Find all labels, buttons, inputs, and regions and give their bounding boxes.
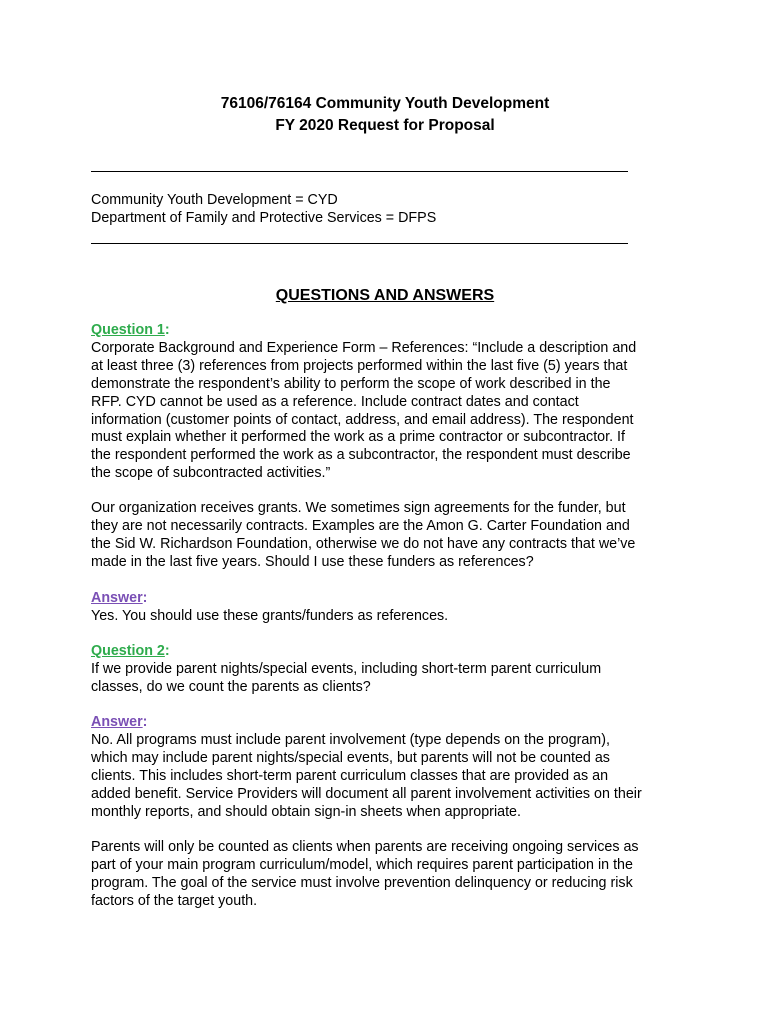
answer-1-label: Answer: bbox=[91, 590, 148, 606]
question-2-block bbox=[91, 643, 691, 697]
question-1-text-line: demonstrate the respondent’s ability to perform the scope of work described in the bbox=[91, 375, 611, 392]
question-1-block bbox=[91, 322, 691, 483]
question-1-text-line: Corporate Background and Experience Form – References: “Include a description and bbox=[91, 339, 637, 356]
answer-2-block bbox=[91, 714, 691, 821]
answer-2-text-line: which may include parent nights/special events, but parents will not be counted as bbox=[91, 749, 610, 766]
question-1-text-line: information (customer points of contact, address, and email address). The respondent bbox=[91, 411, 634, 428]
followup-line: made in the last five years. Should I use these funders as references? bbox=[91, 553, 534, 570]
followup-line: part of your main program curriculum/model, which requires parent participation in the bbox=[91, 856, 633, 873]
question-1-text-line: RFP. CYD cannot be used as a reference. Include contract dates and contact bbox=[91, 393, 579, 410]
question-1-text-line: the respondent performed the work as a subcontractor, the respondent must describe bbox=[91, 447, 631, 464]
title-line-2: FY 2020 Request for Proposal bbox=[275, 117, 495, 134]
section-heading: QUESTIONS AND ANSWERS bbox=[275, 287, 495, 304]
top-divider bbox=[91, 171, 628, 172]
bottom-divider bbox=[91, 243, 628, 244]
question-2-text-line: If we provide parent nights/special events, including short-term parent curriculum bbox=[91, 660, 602, 677]
answer-2-followup bbox=[91, 839, 691, 911]
title-line-1: 76106/76164 Community Youth Development bbox=[220, 95, 550, 112]
question-1-text-line: the scope of subcontracted activities.” bbox=[91, 465, 331, 482]
question-1-followup bbox=[91, 500, 691, 572]
question-2-text-line: classes, do we count the parents as clients? bbox=[91, 678, 371, 695]
question-1-text-line: at least three (3) references from projects performed within the last five (5) years that bbox=[91, 357, 628, 374]
question-1-label: Question 1: bbox=[91, 322, 170, 338]
abbreviation-dfps: Department of Family and Protective Services = DFPS bbox=[91, 209, 437, 226]
answer-2-label: Answer: bbox=[91, 714, 148, 730]
question-1-text-line: must explain whether it performed the work as a prime contractor or subcontractor. If bbox=[91, 429, 625, 446]
document-title bbox=[0, 93, 770, 137]
answer-1-text-line: Yes. You should use these grants/funders as references. bbox=[91, 607, 449, 624]
abbreviation-cyd: Community Youth Development = CYD bbox=[91, 192, 338, 208]
followup-line: Parents will only be counted as clients when parents are receiving ongoing services as bbox=[91, 839, 639, 855]
answer-2-text-line: added benefit. Service Providers will document all parent involvement activities on their bbox=[91, 785, 642, 802]
answer-1-block bbox=[91, 590, 691, 626]
answer-2-text-line: clients. This includes short-term parent curriculum classes that are provided as an bbox=[91, 767, 609, 784]
followup-line: factors of the target youth. bbox=[91, 892, 258, 909]
followup-line: program. The goal of the service must involve prevention delinquency or reducing risk bbox=[91, 874, 633, 891]
answer-2-text-line: monthly reports, and should obtain sign-in sheets when appropriate. bbox=[91, 803, 521, 820]
answer-2-text-line: No. All programs must include parent involvement (type depends on the program), bbox=[91, 731, 610, 748]
followup-line: they are not necessarily contracts. Examples are the Amon G. Carter Foundation and bbox=[91, 517, 630, 534]
followup-line: the Sid W. Richardson Foundation, otherwise we do not have any contracts that we’ve bbox=[91, 535, 636, 552]
abbreviation-list bbox=[91, 192, 436, 227]
followup-line: Our organization receives grants. We sometimes sign agreements for the funder, but bbox=[91, 500, 626, 516]
question-2-label: Question 2: bbox=[91, 643, 170, 659]
